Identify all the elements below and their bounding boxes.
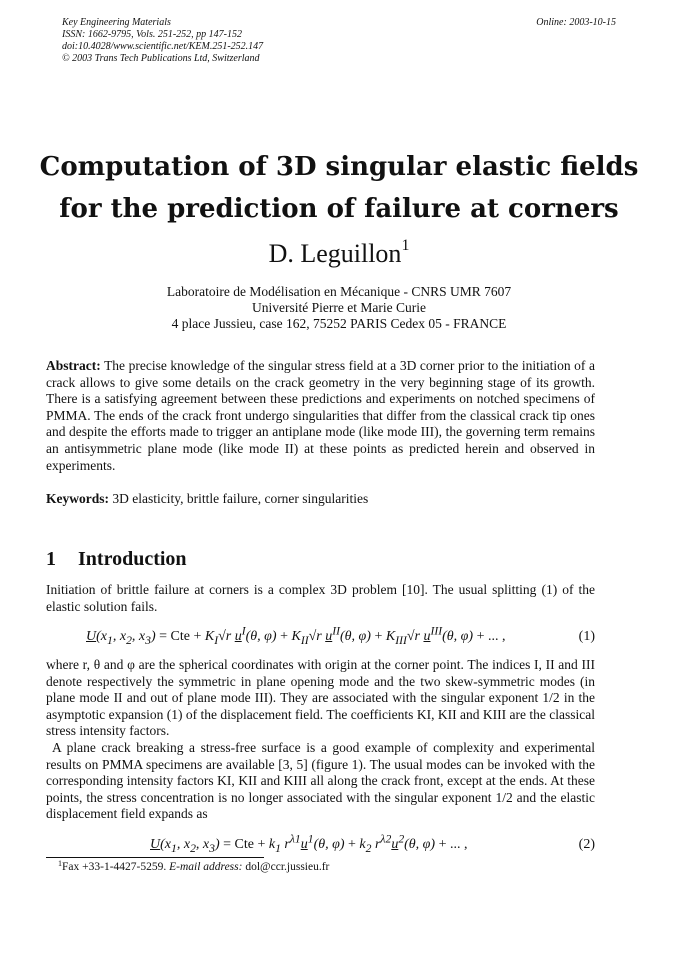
abstract-label: Abstract: <box>46 358 101 373</box>
section-title: Introduction <box>78 548 187 570</box>
copyright-line: © 2003 Trans Tech Publications Ltd, Switzerland <box>62 53 260 64</box>
equation-2-body: $U(x_1$, $x_2$, $x_3$) = Cte + $k_1$ $r^{\lambda 1}u^1(\theta$, $\varphi) + k_2$ $r^{\lambda 2}u^2(\theta$, φ) + ... , <box>150 832 468 855</box>
keywords-label: Keywords: <box>46 491 109 506</box>
equation-1-tag: (1) <box>578 629 595 644</box>
section-number: 1 <box>46 548 56 570</box>
intro-paragraph-2: where r, θ and φ are the spherical coordinates with origin at the corner point. The indices I, II and III denote respectively the symmetric in plane opening mode and the two skew-symmetric modes (in plane mode II and out of plane mode III). They are associated with the singular exponent 1/2 in the asymptotic expansion (1) of the displacement field. The coefficients KI, KII and KIII are the classical stress intensity factors. <box>46 657 595 739</box>
intro-paragraph-1: Initiation of brittle failure at corners is a complex 3D problem [10]. The usual splitting (1) of the elastic solution fails. <box>46 582 595 614</box>
paper-title <box>20 146 658 230</box>
doi-line: doi:10.4028/www.scientific.net/KEM.251-252.147 <box>62 41 264 52</box>
author-name: D. Leguillon <box>268 239 402 268</box>
keywords-text: 3D elasticity, brittle failure, corner singularities <box>112 491 369 506</box>
affiliation-line-3: 4 place Jussieu, case 162, 75252 PARIS Cedex 05 - FRANCE <box>171 316 507 331</box>
title-line-2: for the prediction of failure at corners <box>59 194 619 224</box>
footnote-rule <box>46 857 264 858</box>
abstract <box>46 358 595 474</box>
intro-paragraph-3: A plane crack breaking a stress-free surface is a good example of complexity and experimental results on PMMA specimens are available [3, 5] (figure 1). The usual modes can be invoked with the corresponding intensity factors KI, KII and KIII all along the crack front, except at the ends. At these points, the stress concentration is no longer associated with the singular exponent 1/2 and the elastic displacement field expands as <box>46 740 595 822</box>
footnote-marker: 1 <box>58 859 62 868</box>
equation-1-body: $U(x_1$, $x_2$, $x_3$) = Cte + $K_I√r$ $u^I(\theta$, $\varphi) + K_{II}√r$ $u^{II}(\theta$, $\varphi) + K_{III}√r$ $u^{III}(\theta$, φ) + ... , <box>86 624 506 647</box>
footnote <box>58 860 329 874</box>
journal-header <box>62 17 422 65</box>
affiliation-line-1: Laboratoire de Modélisation en Mécanique - CNRS UMR 7607 <box>166 284 512 299</box>
footnote-email[interactable]: dol@ccr.jussieu.fr <box>245 861 330 873</box>
section-heading <box>46 546 187 572</box>
footnote-email-label: E-mail address: <box>169 861 243 873</box>
equation-2-tag: (2) <box>578 837 595 852</box>
journal-name: Key Engineering Materials <box>62 17 171 28</box>
issn-line: ISSN: 1662-9795, Vols. 251-252, pp 147-152 <box>62 29 242 40</box>
author-footnote-marker: 1 <box>401 237 410 254</box>
keywords <box>46 491 595 508</box>
title-line-1: Computation of 3D singular elastic fields <box>39 152 639 182</box>
footnote-fax: Fax +33-1-4427-5259. <box>62 861 167 873</box>
affiliation-line-2: Université Pierre et Marie Curie <box>252 300 426 315</box>
abstract-text: The precise knowledge of the singular stress field at a 3D corner prior to the initiation of a crack allows to give some details on the crack geometry in the very beginning stage of its growth. There is a satisfying agreement between these predictions and experiments on notched specimens of PMMA. The ends of the crack front undergo singularities that differ from the classical crack tip ones and despite the efforts made to trigger an antiplane mode (like mode III), the governing term remains an antisymmetric plane mode (like mode II) at these points as predicted herein and observed in experiments. <box>46 358 595 473</box>
author <box>0 237 678 271</box>
online-date: Online: 2003-10-15 <box>536 17 616 28</box>
affiliation <box>0 284 678 332</box>
